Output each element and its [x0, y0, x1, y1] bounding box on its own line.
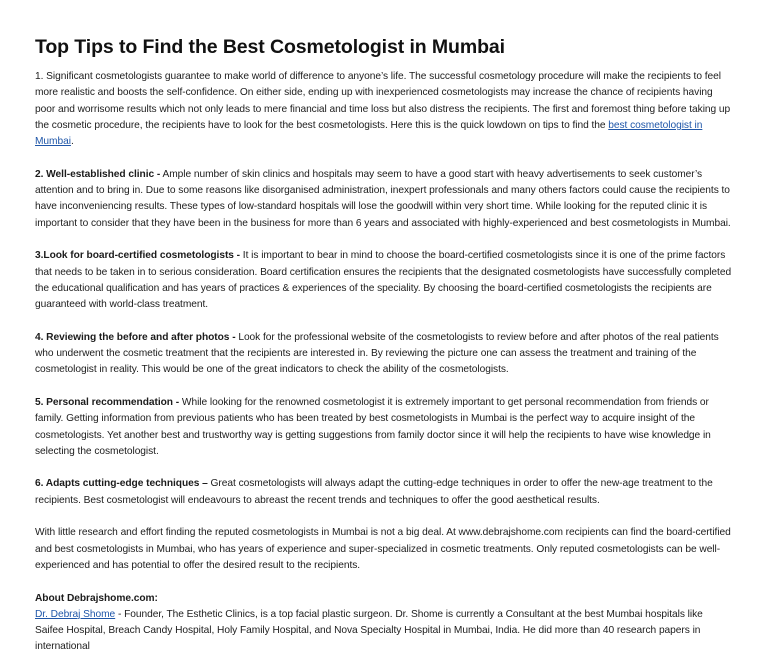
tip-heading: 4. Reviewing the before and after photos -: [35, 331, 236, 343]
about-heading: About Debrajshome.com:: [35, 592, 158, 604]
best-cosmetologist-link[interactable]: best cosmetologist in Mumbai: [35, 119, 703, 148]
tip-paragraph-2: [35, 167, 734, 232]
tip-text: It is important to bear in mind to choose the board-certified cosmetologists since it is one of the prime factors that needs to be taken in to serious consideration. Board certification ensures the recipients that the designated cosmetologists have successfully completed the educational qualification and has years of practices & experiences of the speciality. By choosing the board-certified cosmetologists the recipients are guaranteed with world-class treatment.: [35, 250, 732, 311]
tip-heading: 3.Look for board-certified cosmetologists -: [35, 250, 241, 262]
tip-paragraph-4: [35, 330, 734, 379]
tip-heading: 5. Personal recommendation -: [35, 396, 180, 408]
tip-text: Ample number of skin clinics and hospitals may seem to have a good start with heavy advertisements to seek customer’s attention and to bring in. Due to some reasons like disorganised administration, inexpert professionals and many others factors could cause the recipients to have inconveniencing results. These types of low-standard hospitals will lose the goodwill within very short time. While looking for the reputed clinic it is important to consider that they have been in the business for more than 6 years and associated with highly-experienced and best cosmetologists in Mumbai.: [35, 168, 731, 229]
tip-heading: 2. Well-established clinic -: [35, 168, 161, 180]
closing-paragraph: With little research and effort finding the reputed cosmetologists in Mumbai is not a big deal. At www.debrajshome.com recipients can find the board-certified and best cosmetologists in Mumbai, who has years of experience and super-specialized in cosmetic treatments. Only reputed cosmetologists can be well-experienced and has potential to offer the desired result to the recipients.: [35, 527, 731, 571]
intro-text: 1. Significant cosmetologists guarantee to make world of difference to anyone’s life. The successful cosmetology procedure will make the recipients to feel more realistic and boosts the self-confidence. On either side, ending up with inexperienced cosmetologists may increase the chance of recipients having poor and worrisome results which not only leads to mere financial and time loss but also distress the recipients. The first and foremost thing before taking up the cosmetic procedure, the recipients have to look for the best cosmetologists. Here this is the quick lowdown on tips to find the: [35, 71, 731, 131]
intro-after: .: [70, 136, 74, 148]
tip-text: While looking for the renowned cosmetologist it is extremely important to get personal recommendation from friends or family. Getting information from previous patients who has been treated by best cosmetologists in Mumbai is the perfect way to acquire insight of the cosmetologists. Yet another best and trustworthy way is getting suggestions from family doctor since it will help the recipients to have wise knowledge in selecting the cosmetologist.: [35, 396, 711, 457]
tip-paragraph-5: [35, 395, 734, 460]
tip-heading: 6. Adapts cutting-edge techniques –: [35, 478, 208, 490]
page-title: Top Tips to Find the Best Cosmetologist in Mumbai: [35, 36, 505, 58]
tip-text: Look for the professional website of the cosmetologists to review before and after photos of the real patients who underwent the cosmetic treatment that the recipients are interested in. By reviewing the picture one can assess the treatment and training of the cosmetologist in reality. This would be one of the great indicators to check the ability of the cosmetologists.: [35, 331, 719, 376]
tip-text: Great cosmetologists will always adapt the cutting-edge techniques in order to offer the new-age treatment to the recipients. Best cosmetologist will endeavours to abreast the recent trends and techniques to offer the good aesthetical results.: [35, 478, 713, 506]
tip-paragraph-3: [35, 248, 734, 313]
intro-paragraph: [35, 69, 734, 150]
about-section: [35, 591, 734, 656]
tip-paragraph-6: [35, 476, 734, 509]
dr-debraj-shome-link[interactable]: Dr. Debraj Shome: [35, 608, 116, 620]
about-text: - Founder, The Esthetic Clinics, is a top facial plastic surgeon. Dr. Shome is currently a Consultant at the best Mumbai hospitals like Saifee Hospital, Breach Candy Hospital, Holy Family Hospital, and Nova Specialty Hospital in Mumbai, India. He did more than 40 research papers in international: [35, 608, 703, 653]
